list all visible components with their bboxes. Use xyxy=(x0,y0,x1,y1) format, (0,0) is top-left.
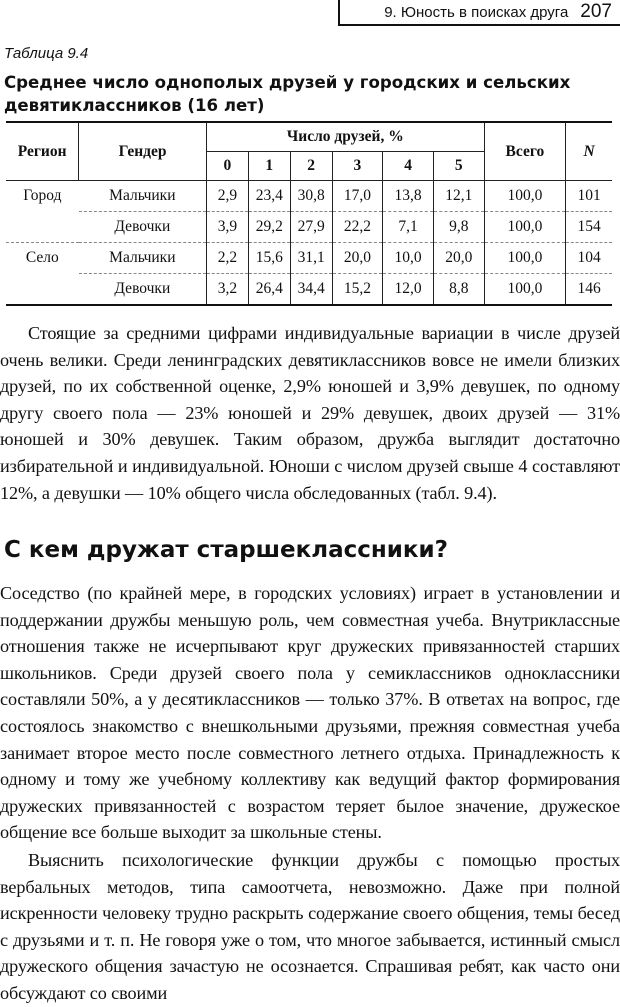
header-gender: Гендер xyxy=(79,122,207,181)
cell-value: 20,0 xyxy=(433,243,484,274)
cell-total: 100,0 xyxy=(484,243,566,274)
cell-value: 23,4 xyxy=(248,181,290,212)
cell-gender: Мальчики xyxy=(79,181,207,212)
cell-value: 12,0 xyxy=(383,274,434,306)
cell-value: 31,1 xyxy=(290,243,332,274)
cell-value: 30,8 xyxy=(290,181,332,212)
running-header xyxy=(338,0,620,26)
cell-value: 9,8 xyxy=(433,212,484,243)
cell-n: 101 xyxy=(577,187,601,204)
body-paragraph: Стоящие за средними цифрами индивидуальные вариации в числе друзей очень велики. Среди ленинградских девятиклассников вовсе не имели близких друзей, по их собственной оценке, 2,9% юношей и 3,9% девушек, по одному другу своего пола — 23% юношей и 29% девушек, двоих друзей — 31% юношей и 30% девушек. Таким образом, дружба выглядит достаточно избирательной и индивидуальной. Юноши с числом друзей свыше 4 составляют 12%, а девушки — 10% общего числа обследованных (табл. 9.4). xyxy=(0,323,620,503)
header-count-3: 3 xyxy=(332,152,383,181)
body-paragraph: Соседство (по крайней мере, в городских условиях) играет в установлении и поддержании дружбы меньшую роль, чем совместная учеба. Внутриклассные отношения также не исчерпывают круг дружеских привязанностей старших школьников. Среди друзей своего пола у семиклассников одноклассники составляли 50%, а у десятиклассников — только 37%. В ответах на вопрос, где состоялось знакомство с внешкольными друзьями, прежняя совместная учеба занимает второе место после совместного летнего отдыха. Принадлежность к одному и тому же учебному коллективу как ведущий фактор формирования дружеских привязанностей с возрастом теряет былое значение, дружеское общение все больше выходит за школьные стены. xyxy=(0,583,620,843)
header-region: Регион xyxy=(6,122,79,181)
cell-value: 26,4 xyxy=(248,274,290,306)
table-row xyxy=(6,212,612,243)
table-row xyxy=(6,243,612,274)
cell-region xyxy=(6,274,79,306)
cell-n: 146 xyxy=(566,274,612,306)
cell-gender: Девочки xyxy=(79,212,207,243)
cell-value: 8,8 xyxy=(433,274,484,306)
cell-value: 3,2 xyxy=(206,274,248,306)
cell-region xyxy=(6,212,79,243)
table-label: Таблица 9.4 xyxy=(4,45,89,62)
header-friends: Число друзей, % xyxy=(206,122,484,152)
cell-n: 154 xyxy=(566,212,612,243)
cell-total: 100,0 xyxy=(484,274,566,306)
cell-value: 15,6 xyxy=(248,243,290,274)
header-total: Всего xyxy=(484,122,566,181)
cell-value: 10,0 xyxy=(383,243,434,274)
cell-value: 7,1 xyxy=(383,212,434,243)
cell-value: 13,8 xyxy=(383,181,434,212)
friends-table xyxy=(6,121,612,306)
cell-value: 20,0 xyxy=(332,243,383,274)
header-count-4: 4 xyxy=(383,152,434,181)
cell-value: 17,0 xyxy=(332,181,383,212)
cell-gender: Девочки xyxy=(79,274,207,306)
cell-gender: Мальчики xyxy=(79,243,207,274)
header-count-1: 1 xyxy=(248,152,290,181)
cell-value: 3,9 xyxy=(206,212,248,243)
cell-total: 100,0 xyxy=(484,212,566,243)
cell-value: 22,2 xyxy=(332,212,383,243)
running-title: 9. Юность в поисках друга xyxy=(384,3,569,21)
cell-value: 2,2 xyxy=(206,243,248,274)
cell-region: Село xyxy=(6,243,79,274)
cell-total: 100,0 xyxy=(484,181,566,212)
section-heading: С кем дружат старшеклассники? xyxy=(4,537,448,563)
cell-value: 12,1 xyxy=(445,187,473,204)
body-paragraph: Выяснить психологические функции дружбы с помощью простых вербальных методов, типа самоотчета, невозможно. Даже при полной искренности человеку трудно раскрыть содержание своего общения, темы бесед с друзьями и т. п. Не говоря уже о том, что многое забывается, истинный смысл дружеского общения зачастую не осознается. Спрашивая ребят, как часто они обсуждают со своими xyxy=(0,850,620,1003)
table-row xyxy=(6,181,612,212)
header-count-5: 5 xyxy=(433,152,484,181)
cell-region: Город xyxy=(23,187,62,205)
cell-value: 2,9 xyxy=(206,181,248,212)
header-count-2: 2 xyxy=(290,152,332,181)
header-n: N xyxy=(566,122,612,181)
cell-value: 27,9 xyxy=(290,212,332,243)
cell-n: 104 xyxy=(566,243,612,274)
header-count-0: 0 xyxy=(206,152,248,181)
cell-value: 29,2 xyxy=(248,212,290,243)
cell-value: 34,4 xyxy=(290,274,332,306)
cell-value: 15,2 xyxy=(332,274,383,306)
table-caption: Среднее число однополых друзей у городских и сельских девятиклассников (16 лет) xyxy=(4,73,571,115)
page-number: 207 xyxy=(580,1,612,22)
table-row xyxy=(6,274,612,306)
